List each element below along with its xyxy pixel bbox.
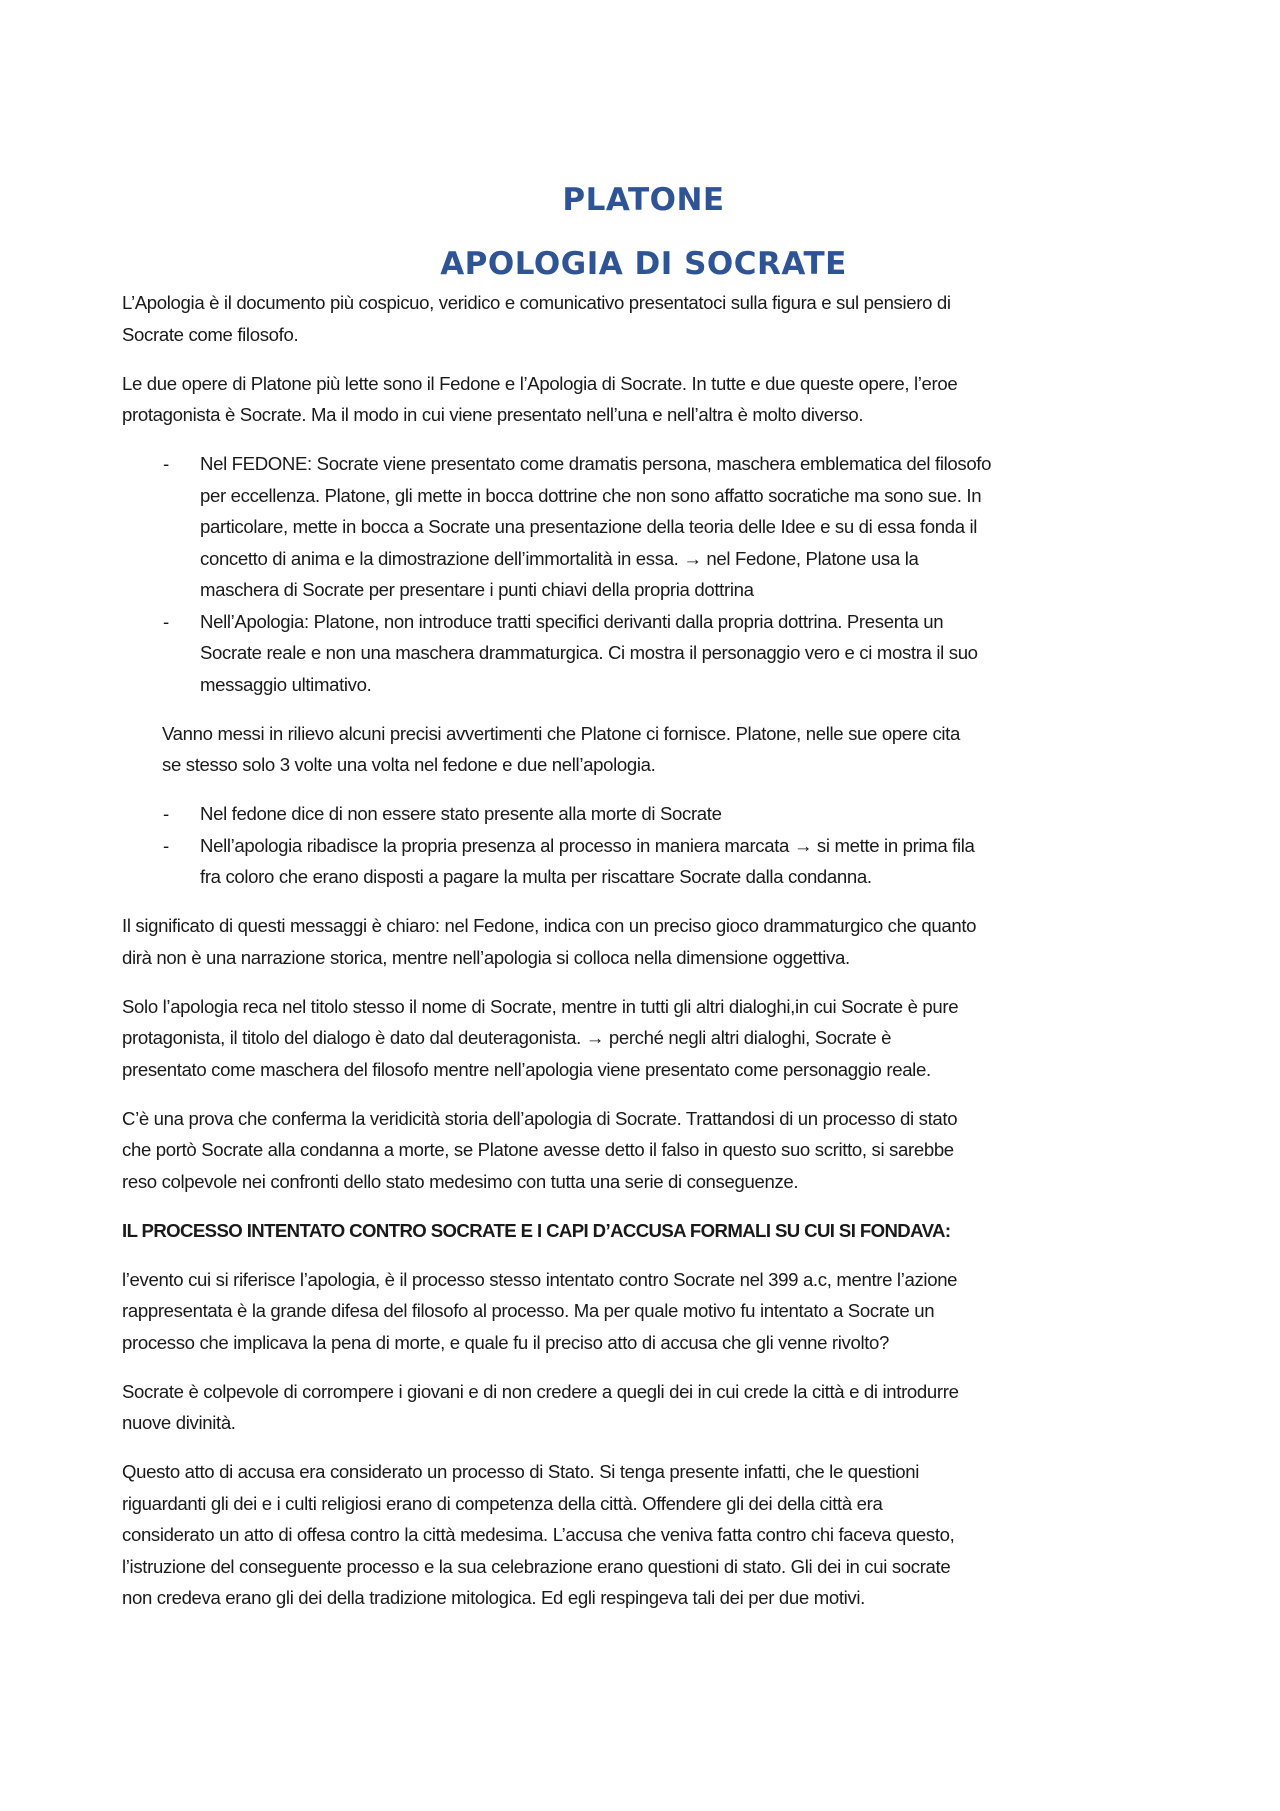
paragraph-works <box>122 368 1165 431</box>
text-line: reso colpevole nei confronti dello stato medesimo con tutta una serie di conseguenze. <box>122 1170 799 1192</box>
text-line: Nell’apologia ribadisce la propria presenza al processo in maniera marcata → si mette in prima fila <box>200 834 975 856</box>
paragraph-meaning <box>122 910 1165 973</box>
paragraph-proof <box>122 1103 1165 1198</box>
text-line: nuove divinità. <box>122 1412 236 1433</box>
text-line: concetto di anima e la dimostrazione dell’immortalità in essa. → nel Fedone, Platone usa la <box>200 547 919 569</box>
document-title: PLATONE <box>562 182 725 218</box>
text-line: Il significato di questi messaggi è chiaro: nel Fedone, indica con un preciso gioco drammaturgico che quanto <box>122 915 977 936</box>
bullet-dash: - <box>163 803 169 824</box>
bullet-list-works <box>122 448 1165 700</box>
text-line: Socrate come filosofo. <box>122 323 299 345</box>
bullet-dash: - <box>163 834 169 856</box>
paragraph-title-name <box>122 991 1165 1086</box>
text-line: presentato come maschera del filosofo mentre nell’apologia viene presentato come personaggio reale. <box>122 1058 931 1080</box>
text-line: Nell’Apologia: Platone, non introduce tratti specifici derivanti dalla propria dottrina. Presenta un <box>200 610 944 632</box>
text-line: protagonista è Socrate. Ma il modo in cui viene presentato nell’una e nell’altra è molto diverso. <box>122 404 864 425</box>
text-line: l’istruzione del conseguente processo e la sua celebrazione erano questioni di stato. Gli dei in cui socrate <box>122 1555 951 1577</box>
text-line: fra coloro che erano disposti a pagare la multa per riscattare Socrate dalla condanna. <box>200 866 872 887</box>
text-line: considerato un atto di offesa contro la città medesima. L’accusa che veniva fatta contro chi faceva questo, <box>122 1524 955 1545</box>
text-line: messaggio ultimativo. <box>200 673 372 695</box>
paragraph-intro <box>122 287 1165 350</box>
text-line: particolare, mette in bocca a Socrate una presentazione della teoria delle Idee e su di essa fonda il <box>200 516 978 537</box>
text-line: C’è una prova che conferma la veridicità storia dell’apologia di Socrate. Trattandosi di un processo di stato <box>122 1107 958 1129</box>
text-line: non credeva erano gli dei della tradizione mitologica. Ed egli respingeva tali dei per due motivi. <box>122 1587 865 1608</box>
paragraph-event <box>122 1264 1165 1359</box>
text-line: maschera di Socrate per presentare i punti chiavi della propria dottrina <box>200 579 754 600</box>
text-line: per eccellenza. Platone, gli mette in bocca dottrine che non sono affatto socratiche ma sono sue. In <box>200 484 982 506</box>
text-line: Socrate reale e non una maschera drammaturgica. Ci mostra il personaggio vero e ci mostra il suo <box>200 642 978 663</box>
text-line: Vanno messi in rilievo alcuni precisi avvertimenti che Platone ci fornisce. Platone, nelle sue opere cita <box>162 722 960 744</box>
bullet-dash: - <box>163 610 169 632</box>
section-heading <box>122 1215 1165 1247</box>
text-line: Solo l’apologia reca nel titolo stesso il nome di Socrate, mentre in tutti gli altri dialoghi,in cui Socrate è pure <box>122 995 959 1017</box>
paragraph-accusation <box>122 1376 1165 1439</box>
text-line: processo che implicava la pena di morte, e quale fu il preciso atto di accusa che gli venne rivolto? <box>122 1331 890 1353</box>
document-page <box>122 175 1165 1631</box>
list-item <box>122 798 1165 830</box>
text-line: che portò Socrate alla condanna a morte, se Platone avesse detto il falso in questo suo scritto, si sarebbe <box>122 1139 954 1160</box>
text-line: L’Apologia è il documento più cospicuo, veridico e comunicativo presentatoci sulla figura e sul pensiero di <box>122 292 951 313</box>
bullet-dash: - <box>163 453 169 474</box>
list-item <box>122 606 1165 701</box>
text-line: riguardanti gli dei e i culti religiosi erano di competenza della città. Offendere gli dei della città era <box>122 1492 883 1514</box>
text-line: Questo atto di accusa era considerato un processo di Stato. Si tenga presente infatti, che le questioni <box>122 1461 920 1482</box>
paragraph-warnings <box>122 718 1165 781</box>
paragraph-state-trial <box>122 1456 1165 1614</box>
section-heading-text: IL PROCESSO INTENTATO CONTRO SOCRATE E I CAPI D’ACCUSA FORMALI SU CUI SI FONDAVA: <box>122 1219 951 1241</box>
text-line: l’evento cui si riferisce l’apologia, è il processo stesso intentato contro Socrate nel 399 a.c, mentre l’azione <box>122 1268 958 1290</box>
text-line: dirà non è una narrazione storica, mentre nell’apologia si colloca nella dimensione oggettiva. <box>122 946 850 968</box>
text-line: Le due opere di Platone più lette sono il Fedone e l’Apologia di Socrate. In tutte e due queste opere, l’eroe <box>122 372 958 394</box>
text-line: Nel fedone dice di non essere stato presente alla morte di Socrate <box>200 803 722 824</box>
text-line: se stesso solo 3 volte una volta nel fedone e due nell’apologia. <box>162 754 656 775</box>
text-line: rappresentata è la grande difesa del filosofo al processo. Ma per quale motivo fu intentato a Socrate un <box>122 1300 935 1321</box>
list-item <box>122 830 1165 893</box>
text-line: Nel FEDONE: Socrate viene presentato come dramatis persona, maschera emblematica del filosofo <box>200 453 992 474</box>
bullet-list-mentions <box>122 798 1165 893</box>
text-line: Socrate è colpevole di corrompere i giovani e di non credere a quegli dei in cui crede la città e di introdurre <box>122 1380 959 1402</box>
document-subtitle: APOLOGIA DI SOCRATE <box>440 246 847 282</box>
list-item <box>122 448 1165 606</box>
text-line: protagonista, il titolo del dialogo è dato dal deuteragonista. → perché negli altri dialoghi, Socrate è <box>122 1027 892 1048</box>
